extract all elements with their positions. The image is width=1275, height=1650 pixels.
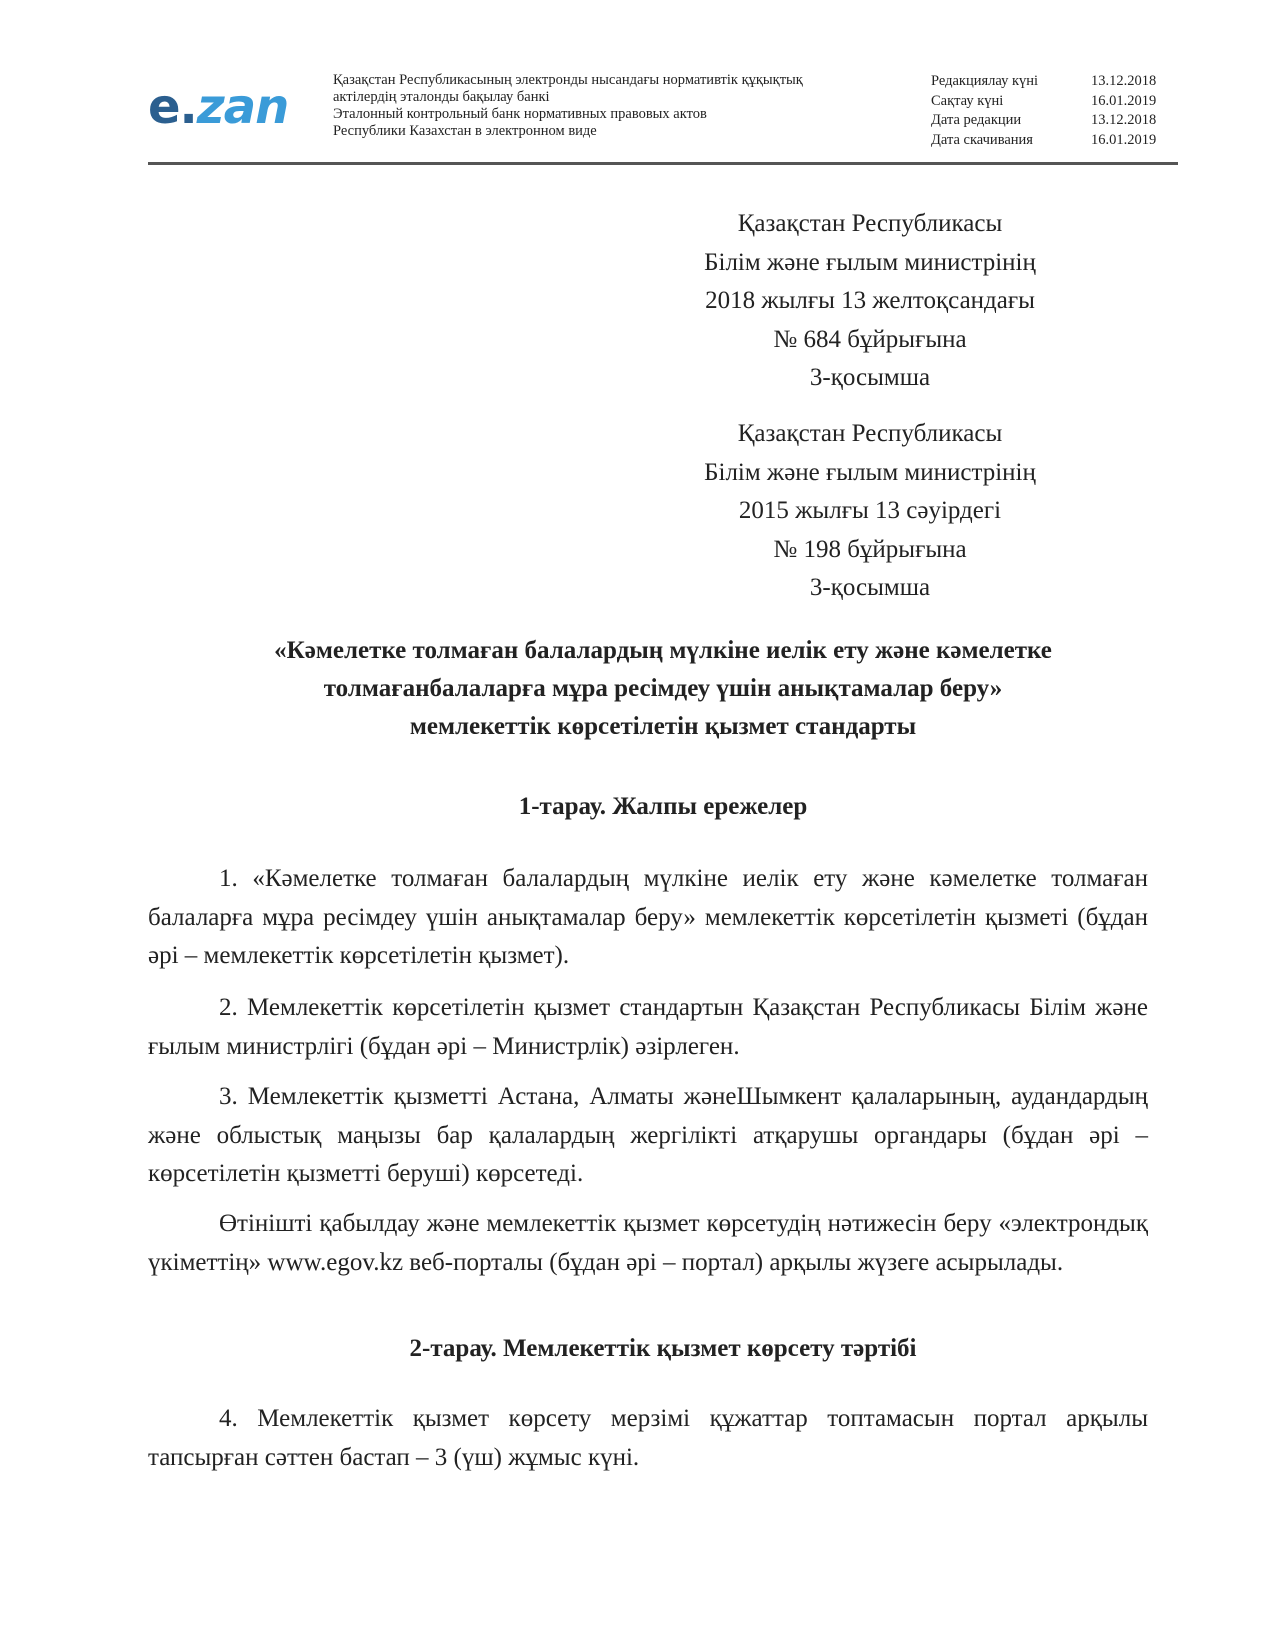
appendix-line: Білім және ғылым министрінің	[704, 248, 1036, 276]
meta-value: 16.01.2019	[1091, 131, 1157, 148]
meta-row	[931, 111, 1156, 131]
appendix-line: № 684 бұйрығына	[773, 325, 967, 353]
meta-row	[931, 131, 1156, 151]
appendix-line: 3-қосымша	[809, 574, 931, 601]
paragraph-1: 1. «Кәмелетке толмаған балалардың мүлкіне иелік ету және кәмелетке толмаған балаларға мұра ресімдеу үшін анықтамалар беру» мемлекеттік көрсетілетін қызметі (бұдан әрі – мемлекеттік көрсетілетін қызмет).	[148, 865, 1148, 969]
meta-label: Дата скачивания	[931, 131, 1033, 148]
title-line: толмағанбалаларға мұра ресімдеу үшін анықтамалар беру»	[323, 675, 1003, 702]
appendix-line: 3-қосымша	[809, 364, 931, 391]
appendix-block-original	[600, 415, 1140, 608]
meta-value: 13.12.2018	[1091, 112, 1157, 128]
paragraph-2: 2. Мемлекеттік көрсетілетін қызмет стандартын Қазақстан Республикасы Білім және ғылым министрлігі (бұдан әрі – Министрлік) әзірлеген.	[148, 994, 1148, 1060]
ezan-logo	[148, 80, 288, 134]
appendix-line: Білім және ғылым министрінің	[704, 458, 1036, 486]
paragraph-4: 4. Мемлекеттік қызмет көрсету мерзімі құжаттар топтамасын портал арқылы тапсырған сәттен бастап – 3 (үш) жұмыс күні.	[148, 1405, 1148, 1471]
document-title	[148, 632, 1178, 746]
header-meta	[931, 72, 1156, 150]
title-line: «Кәмелетке толмаған балалардың мүлкіне иелік ету және кәмелетке	[274, 637, 1052, 664]
appendix-line: Қазақстан Республикасы	[737, 420, 1003, 447]
appendix-line: 2018 жылғы 13 желтоқсандағы	[705, 287, 1035, 314]
meta-value: 16.01.2019	[1091, 92, 1157, 109]
paragraph-3: 3. Мемлекеттік қызметті Астана, Алматы жәнеШымкент қалаларының, аудандардың және облыстық маңызы бар қалалардың жергілікті атқарушы органдары (бұдан әрі – көрсетілетін қызметті беруші) көрсетеді.	[148, 1083, 1148, 1187]
header-divider	[148, 162, 1178, 165]
paragraph-3-continued: Өтінішті қабылдау және мемлекеттік қызмет көрсетудің нәтижесін беру «электрондық үкіметтің» www.egov.kz веб-порталы (бұдан әрі – портал) арқылы жүзеге асырылады.	[148, 1210, 1148, 1276]
header-description-line: Республики Казахстан в электронном виде	[333, 123, 597, 139]
appendix-line: Қазақстан Республикасы	[737, 210, 1003, 237]
appendix-line: № 198 бұйрығына	[773, 535, 967, 563]
header-description-line: Қазақстан Республикасының электронды нысандағы нормативтік құқықтық	[333, 72, 803, 88]
logo-e-part: e.	[148, 79, 197, 135]
logo-zan-part: zan	[196, 79, 289, 135]
title-line: мемлекеттік көрсетілетін қызмет стандарты	[409, 713, 917, 740]
meta-value: 13.12.2018	[1091, 73, 1157, 89]
chapter-1-heading: 1-тарау. Жалпы ережелер	[518, 793, 808, 820]
meta-label: Дата редакции	[931, 112, 1022, 128]
header-description-line: Эталонный контрольный банк нормативных правовых актов	[333, 106, 707, 122]
appendix-block-current	[600, 205, 1140, 398]
document-header	[148, 62, 1178, 166]
meta-row	[931, 72, 1156, 92]
meta-label: Сақтау күні	[931, 92, 1004, 109]
meta-label: Редакциялау күні	[931, 73, 1039, 89]
header-description	[333, 72, 803, 140]
chapter-2-heading: 2-тарау. Мемлекеттік қызмет көрсету тәртібі	[409, 1335, 917, 1362]
header-description-line: актілердің эталонды бақылау банкі	[333, 89, 550, 105]
appendix-line: 2015 жылғы 13 сәуірдегі	[738, 497, 1002, 524]
meta-row	[931, 92, 1156, 112]
